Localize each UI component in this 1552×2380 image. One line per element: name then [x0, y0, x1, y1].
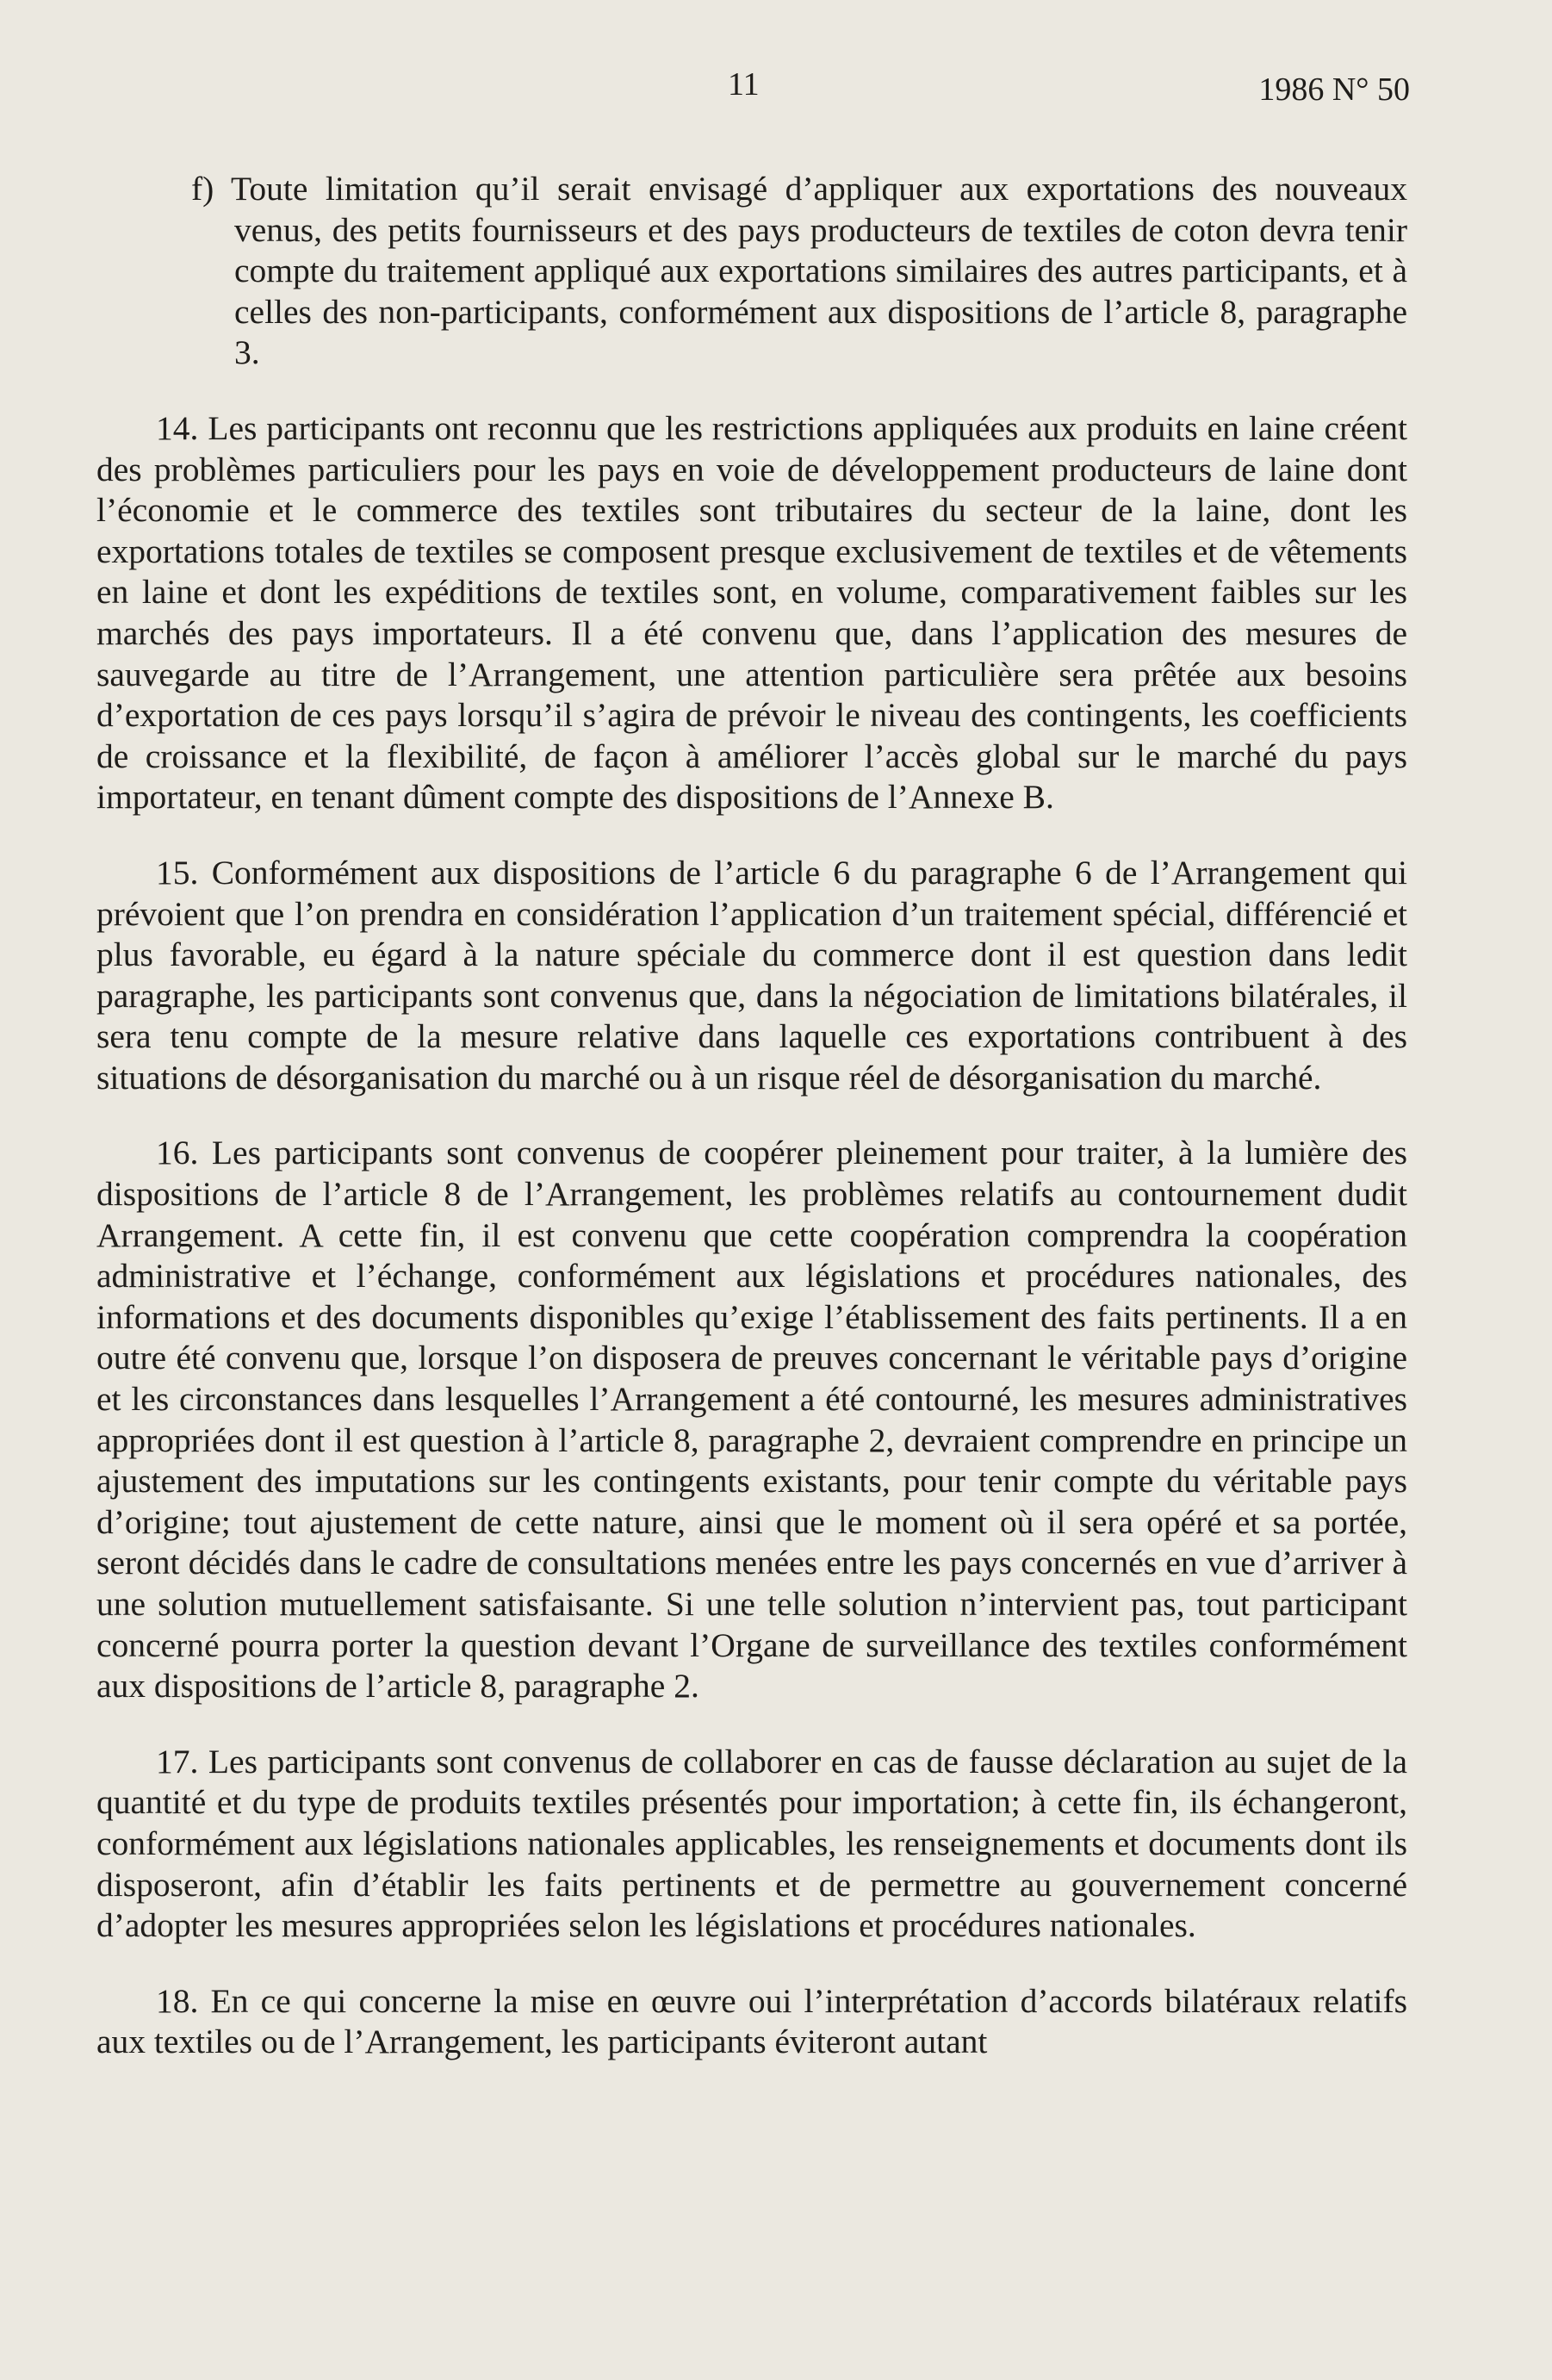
- paragraph-text: Conformément aux dispositions de l’article 6 du paragraphe 6 de l’Arrangement qui prévoient que l’on prendra en considération l’application d’un traitement spécial, différencié et plus favorable, eu égard à la nature spéciale du commerce dont il est question dans ledit paragraphe, les participants sont convenus que, dans la négociation de limitations bilatérales, il sera tenu compte de la mesure relative dans laquelle ces exportations contribuent à des situations de désorganisation du marché ou à un risque réel de désorganisation du marché.: [96, 853, 1408, 1097]
- paragraph-f: [96, 169, 1407, 374]
- paragraph-label: 17.: [156, 1742, 208, 1780]
- paragraph-15: [96, 853, 1407, 1099]
- page-number: 11: [728, 66, 760, 103]
- document-body: [96, 169, 1407, 2063]
- paragraph-text: Toute limitation qu’il serait envisagé d’appliquer aux exportations des nouveaux venus, des petits fournisseurs et des pays producteurs de textiles de coton devra tenir compte du traitement appliqué aux exportations similaires des autres participants, et à celles des non-participants, conformément aux dispositions de l’article 8, paragraphe 3.: [231, 170, 1407, 372]
- paragraph-label: 14.: [156, 408, 208, 447]
- paragraph-label: 16.: [156, 1134, 212, 1172]
- paragraph-text: Les participants sont convenus de coopérer pleinement pour traiter, à la lumière des dispositions de l’article 8 de l’Arrangement, les problèmes relatifs au contournement dudit Arrangement. A cette fin, il est convenu que cette coopération comprendra la coopération administrative et l’échange, conformément aux législations et procédures nationales, des informations et des documents disponibles qu’exige l’établissement des faits pertinents. Il a en outre été convenu que, lorsque l’on disposera de preuves concernant le véritable pays d’origine et les circonstances dans lesquelles l’Arrangement a été contourné, les mesures administratives appropriées dont il est question à l’article 8, paragraphe 2, devraient comprendre en principe un ajustement des imputations sur les contingents existants, pour tenir compte du véritable pays d’origine; tout ajustement de cette nature, ainsi que le moment où il sera opéré et sa portée, seront décidés dans le cadre de consultations menées entre les pays concernés en vue d’arriver à une solution mutuellement satisfaisante. Si une telle solution n’intervient pas, tout participant concerné pourra porter la question devant l’Organe de surveillance des textiles conformément aux dispositions de l’article 8, paragraphe 2.: [96, 1134, 1407, 1706]
- paragraph-text: Les participants ont reconnu que les restrictions appliquées aux produits en laine créent des problèmes particuliers pour les pays en voie de développement producteurs de laine dont l’économie et le commerce des textiles sont tributaires du secteur de la laine, dont les exportations totales de textiles se composent presque exclusivement de textiles et de vêtements en laine et dont les expéditions de textiles sont, en volume, comparativement faibles sur les marchés des pays importateurs. Il a été convenu que, dans l’application des mesures de sauvegarde au titre de l’Arrangement, une attention particulière sera prêtée aux besoins d’exportation de ces pays lorsqu’il s’agira de prévoir le niveau des contingents, les coefficients de croissance et la flexibilité, de façon à améliorer l’accès global sur le marché du pays importateur, en tenant dûment compte des dispositions de l’Annexe B.: [96, 408, 1408, 817]
- paragraph-label: 15.: [156, 853, 212, 892]
- paragraph-text: En ce qui concerne la mise en œuvre oui l’interprétation d’accords bilatéraux relatifs aux textiles ou de l’Arrangement, les participants éviteront autant: [96, 1981, 1408, 2061]
- paragraph-label: f): [191, 170, 232, 208]
- paragraph-text: Les participants sont convenus de collaborer en cas de fausse déclaration au sujet de la quantité et du type de produits textiles présentés pour importation; à cette fin, ils échangeront, conformément aux législations nationales applicables, les renseignements et documents dont ils disposeront, afin d’établir les faits pertinents et de permettre au gouvernement concerné d’adopter les mesures appropriées selon les législations et procédures nationales.: [96, 1742, 1408, 1945]
- paragraph-17: [96, 1742, 1407, 1947]
- paragraph-16: [96, 1133, 1407, 1706]
- paragraph-label: 18.: [156, 1981, 211, 2020]
- paragraph-14: [96, 408, 1407, 818]
- document-reference: 1986 N° 50: [1258, 71, 1410, 108]
- paragraph-18: [96, 1981, 1407, 2063]
